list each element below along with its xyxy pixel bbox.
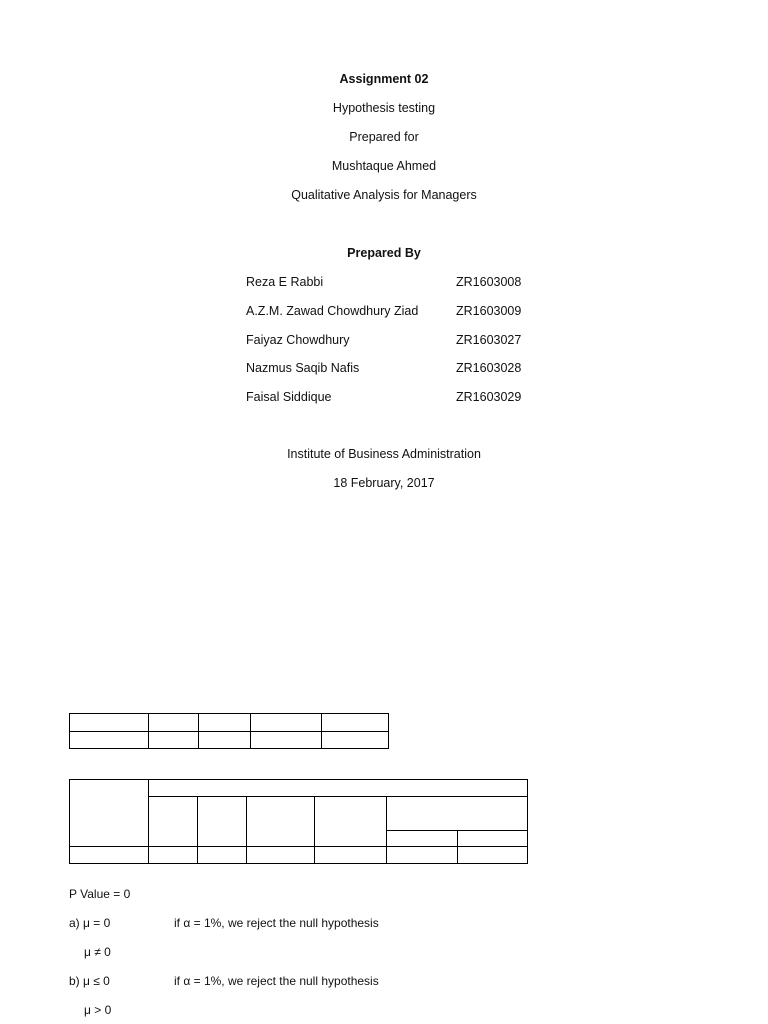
table-cell	[251, 714, 322, 732]
table-cell	[458, 847, 528, 864]
table-cell	[322, 732, 389, 749]
p-value-text: P Value = 0	[69, 887, 131, 901]
hypothesis-b-alternative: μ > 0	[84, 1003, 112, 1017]
hypothesis-a-conclusion: if α = 1%, we reject the null hypothesis	[174, 916, 379, 930]
table-cell	[247, 797, 315, 847]
table-cell	[149, 847, 198, 864]
member-name: Nazmus Saqib Nafis	[246, 361, 360, 375]
table-cell	[198, 847, 247, 864]
member-id: ZR1603008	[456, 275, 522, 289]
table-cell	[387, 797, 528, 831]
member-id: ZR1603027	[456, 333, 522, 347]
member-name: Faiyaz Chowdhury	[246, 333, 350, 347]
hypothesis-a-alternative: μ ≠ 0	[84, 945, 111, 959]
table-cell	[199, 714, 251, 732]
member-row	[246, 303, 536, 319]
assignment-title: Assignment 02	[339, 72, 429, 86]
table-cell	[315, 847, 387, 864]
member-name: Faisal Siddique	[246, 390, 332, 404]
member-name: A.Z.M. Zawad Chowdhury Ziad	[246, 304, 419, 318]
table-cell	[198, 797, 247, 847]
hypothesis-b-null: b) μ ≤ 0	[69, 974, 110, 988]
statistics-table	[69, 713, 389, 749]
table-cell	[70, 732, 149, 749]
table-cell	[251, 732, 322, 749]
prepared-for-label: Prepared for	[349, 130, 419, 144]
table-cell	[149, 714, 199, 732]
member-id: ZR1603028	[456, 361, 522, 375]
table-cell	[387, 831, 458, 847]
table-cell	[322, 714, 389, 732]
report-date: 18 February, 2017	[333, 476, 435, 490]
course-name: Qualitative Analysis for Managers	[291, 188, 477, 202]
table-cell	[70, 780, 149, 847]
hypothesis-b-conclusion: if α = 1%, we reject the null hypothesis	[174, 974, 379, 988]
instructor-name: Mushtaque Ahmed	[331, 159, 437, 173]
table-cell	[458, 831, 528, 847]
table-cell	[315, 797, 387, 847]
table-cell	[70, 714, 149, 732]
member-name: Reza E Rabbi	[246, 275, 324, 289]
table-cell	[387, 847, 458, 864]
member-row	[246, 360, 536, 376]
hypothesis-a-null: a) μ = 0	[69, 916, 111, 930]
member-row	[246, 274, 536, 290]
prepared-by-label: Prepared By	[347, 246, 421, 260]
table-cell	[149, 797, 198, 847]
test-table	[69, 779, 528, 864]
table-cell	[149, 732, 199, 749]
member-id: ZR1603009	[456, 304, 522, 318]
table-cell	[70, 847, 149, 864]
table-cell	[199, 732, 251, 749]
member-id: ZR1603029	[456, 390, 522, 404]
table-cell	[149, 780, 528, 797]
member-row	[246, 389, 536, 405]
assignment-subtitle: Hypothesis testing	[332, 101, 436, 115]
member-row	[246, 332, 536, 348]
institute-name: Institute of Business Administration	[287, 447, 481, 461]
table-cell	[247, 847, 315, 864]
